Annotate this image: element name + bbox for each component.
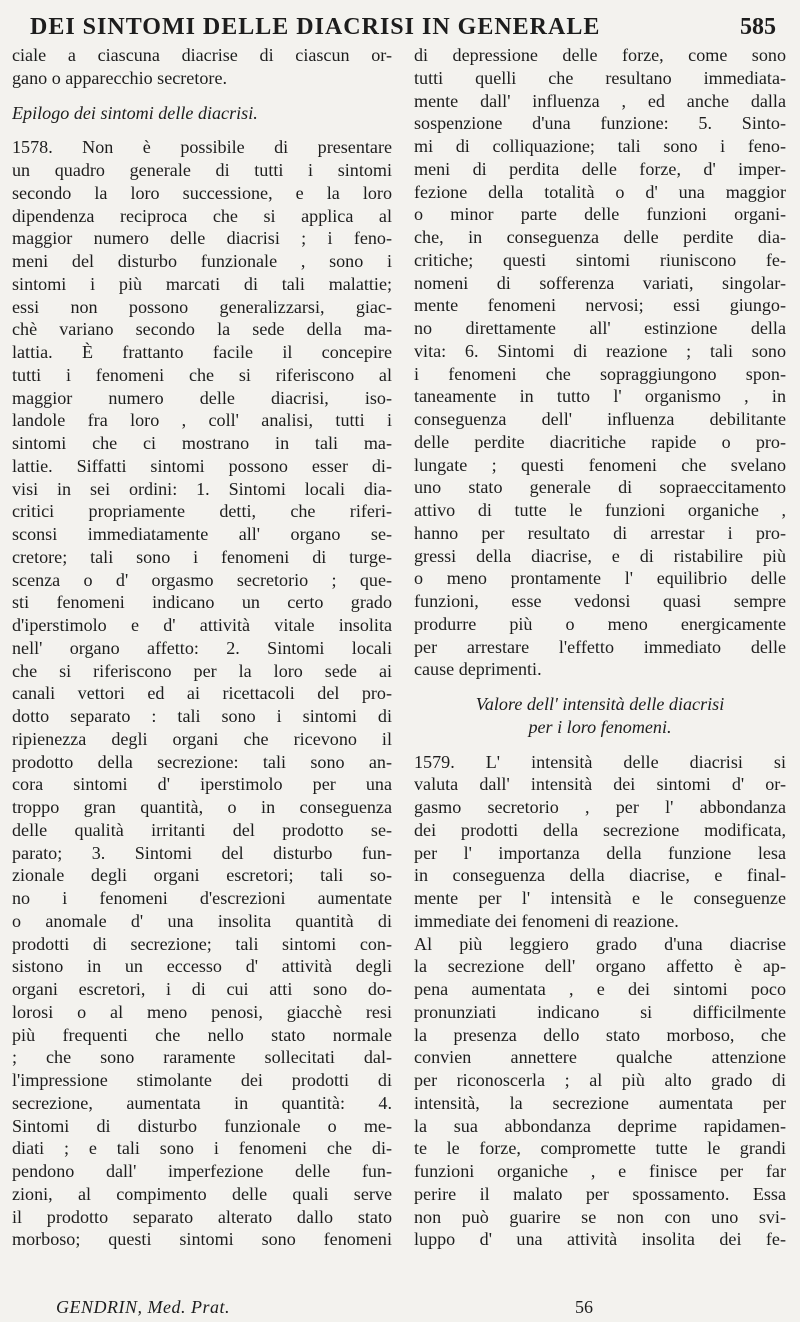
paragraph-gap — [12, 90, 392, 102]
text-line: i fenomeni che sopraggiungono spon- — [414, 363, 786, 384]
text-line: perire il malato per spossamento. Essa — [414, 1183, 786, 1204]
text-line: o minor parte delle funzioni organi- — [414, 204, 786, 225]
text-line: gasmo secretorio , per l' abbondanza — [414, 797, 786, 817]
text-line: dei prodotti della secrezione modificata, — [414, 819, 786, 840]
text-line: attivo di tutte le funzioni organiche , — [414, 500, 786, 520]
text-line: dipendenza reciproca che si applica al — [12, 205, 392, 226]
text-line: non può guarire se non con uno svi- — [414, 1206, 786, 1227]
page-number: 585 — [740, 14, 776, 40]
text-line: sti fenomeni indicano un certo grado — [12, 592, 392, 613]
text-line: funzioni organiche , e finisce per far — [414, 1161, 786, 1181]
text-line: meni del disturbo funzionale , sono i — [12, 251, 392, 271]
text-line: che, in conseguenza delle perdite dia- — [414, 227, 786, 247]
text-line: parato; 3. Sintomi del disturbo fun- — [12, 842, 392, 863]
text-line: te le forze, compromette tutte le grandi — [414, 1138, 786, 1159]
text-line: cora sintomi d' iperstimolo per una — [12, 774, 392, 795]
text-line: ripienezza degli organi che ricevono il — [12, 728, 392, 749]
text-line: d'iperstimolo e d' attività vitale insolita — [12, 615, 392, 635]
text-line: hanno per resultato di arrestar i pro- — [414, 522, 786, 543]
text-line: tutti i fenomeni che si riferiscono al — [12, 364, 392, 385]
text-line: produrre più o meno energicamente — [414, 613, 786, 634]
text-line: 1579. L' intensità delle diacrisi si — [414, 751, 786, 772]
text-line: lattia. È frattanto facile il concepire — [12, 342, 392, 362]
text-line: che si riferiscono per la loro sede ai — [12, 660, 392, 681]
text-line: canali vettori ed ai ricettacoli del pro- — [12, 683, 392, 704]
text-line: secondo la loro successione, e la loro — [12, 182, 392, 203]
text-line: gano o apparecchio secretore. — [12, 67, 227, 88]
text-line: mente per l' intensità e le conseguenze — [414, 888, 786, 908]
text-line: taneamente in tutto l' organismo , in — [414, 386, 786, 407]
text-line: scenza o d' orgasmo secretorio ; que- — [12, 569, 392, 590]
text-line: vita: 6. Sintomi di reazione ; tali sono — [414, 340, 786, 361]
text-line: no direttamente all' estinzione della — [414, 318, 786, 338]
text-line: Sintomi di disturbo funzionale o me- — [12, 1115, 392, 1136]
text-line: ; che sono raramente sollecitati dal- — [12, 1047, 392, 1068]
text-line: per arrestare l'effetto immediato delle — [414, 636, 786, 657]
text-line: sistono in un eccesso d' attività degli — [12, 956, 392, 977]
text-line: troppo gran quantità, o in conseguenza — [12, 797, 392, 817]
section-heading: Valore dell' intensità delle diacrisi — [475, 694, 725, 714]
text-line: sintomi i più marcati di tali malattie; — [12, 273, 392, 294]
text-line: morboso; questi sintomi sono fenomeni — [12, 1229, 392, 1250]
text-line: un quadro generale di tutti i sintomi — [12, 160, 392, 180]
text-line: maggior numero delle diacrisi ; i feno- — [12, 228, 392, 249]
text-line: o anomale d' una insolita quantità di — [12, 910, 392, 931]
text-line: cause deprimenti. — [414, 659, 542, 680]
text-line: il prodotto separato alterato dallo stato — [12, 1206, 392, 1227]
text-line: no i fenomeni d'escrezioni aumentate — [12, 888, 392, 908]
section-heading: Epilogo dei sintomi delle diacrisi. — [12, 102, 258, 123]
text-line: meni di perdita delle forze, d' imper- — [414, 158, 786, 179]
text-line: l'impressione stimolante dei prodotti di — [12, 1070, 392, 1090]
text-line: funzioni, esse vedonsi quasi sempre — [414, 591, 786, 611]
text-line: mente dall' influenza , ed anche dalla — [414, 90, 786, 111]
text-line: prodotto della secrezione: tali sono an- — [12, 751, 392, 772]
text-line: o meno prontamente l' equilibrio delle — [414, 568, 786, 589]
text-line: pronunziati indicano si difficilmente — [414, 1001, 786, 1022]
text-line: cretore; tali sono i fenomeni di turge- — [12, 546, 392, 567]
text-line: di depressione delle forze, come sono — [414, 45, 786, 65]
text-line: zionale degli organi escretori; tali so- — [12, 865, 392, 886]
text-line: più frequenti che nello stato normale — [12, 1024, 392, 1045]
text-line: zioni, al compimento delle quali serve — [12, 1183, 392, 1204]
text-line: lattie. Siffatti sintomi possono esser di- — [12, 455, 392, 476]
text-line: diati ; e tali sono i fenomeni che di- — [12, 1138, 392, 1159]
paragraph-gap — [414, 681, 786, 693]
text-line: la sua abbondanza deprime rapidamen- — [414, 1115, 786, 1136]
text-line: la secrezione dell' organo affetto è ap- — [414, 956, 786, 977]
text-line: Al più leggiero grado d'una diacrise — [414, 933, 786, 954]
running-title: DEI SINTOMI DELLE DIACRISI IN GENERALE — [30, 14, 601, 40]
text-line: delle perdite diacritiche rapide o pro- — [414, 431, 786, 452]
text-line: per riconoscerla ; al più alto grado di — [414, 1070, 786, 1090]
text-line: chè variano secondo la sede della ma- — [12, 319, 392, 340]
text-line: uno stato generale di sopraeccitamento — [414, 477, 786, 498]
right-column — [414, 44, 786, 1251]
text-line: mi di colliquazione; tali sono i feno- — [414, 136, 786, 156]
text-line: valuta dall' intensità dei sintomi d' or- — [414, 774, 786, 795]
text-line: critici propriamente detti, che riferi- — [12, 501, 392, 522]
text-line: critiche; questi sintomi riuniscono fe- — [414, 249, 786, 270]
text-line: essi non possono generalizzarsi, giac- — [12, 296, 392, 317]
text-line: pendono dall' imperfezione delle fun- — [12, 1161, 392, 1181]
text-line: per l' importanza della funzione lesa — [414, 842, 786, 863]
text-line: 1578. Non è possibile di presentare — [12, 137, 392, 158]
text-line: sconsi immediatamente all' organo se- — [12, 524, 392, 544]
text-line: pena aumentata , e dei sintomi poco — [414, 979, 786, 999]
paragraph-gap — [414, 739, 786, 751]
text-line: tutti quelli che resultano immediata- — [414, 67, 786, 88]
text-line: lorosi o al meno penosi, giacchè resi — [12, 1001, 392, 1022]
footer-signature: GENDRIN, Med. Prat. — [56, 1297, 230, 1317]
sheet-number: 56 — [575, 1297, 593, 1317]
section-heading: per i loro fenomeni. — [528, 716, 672, 737]
running-header — [0, 14, 800, 44]
text-line: visi in sei ordini: 1. Sintomi locali dia- — [12, 478, 392, 499]
text-line: secrezione, aumentata in quantità: 4. — [12, 1092, 392, 1113]
text-line: landole fra loro , coll' analisi, tutti i — [12, 410, 392, 431]
text-line: intensità, la secrezione aumentata per — [414, 1092, 786, 1113]
text-line: nomeni di sofferenza variati, singolar- — [414, 272, 786, 293]
text-line: mente fenomeni nervosi; essi giungo- — [414, 295, 786, 316]
paragraph-gap — [12, 124, 392, 136]
text-line: conseguenza dell' influenza debilitante — [414, 409, 786, 429]
text-line: luppo d' una attività insolita dei fe- — [414, 1229, 786, 1250]
text-line: gressi della diacrise, e di ristabilire più — [414, 545, 786, 566]
text-line: convien annettere qualche attenzione — [414, 1047, 786, 1068]
text-line: fezione della totalità o d' una maggior — [414, 181, 786, 202]
text-line: immediate dei fenomeni di reazione. — [414, 910, 679, 931]
text-line: ciale a ciascuna diacrise di ciascun or- — [12, 45, 392, 65]
text-line: sintomi che ci mostrano in tali ma- — [12, 433, 392, 453]
text-line: organi escretori, i di cui atti sono do- — [12, 979, 392, 999]
text-line: sospenzione d'una funzione: 5. Sinto- — [414, 113, 786, 134]
text-line: dotto separato : tali sono i sintomi di — [12, 706, 392, 726]
text-line: delle qualità irritanti del prodotto se- — [12, 819, 392, 840]
text-line: prodotti di secrezione; tali sintomi con- — [12, 933, 392, 954]
text-line: lungate ; questi fenomeni che svelano — [414, 454, 786, 475]
left-column — [12, 44, 392, 1251]
text-line: in conseguenza della diacrise, e final- — [414, 865, 786, 886]
text-line: maggior numero delle diacrisi, iso- — [12, 387, 392, 408]
text-line: la presenza dello stato morboso, che — [414, 1024, 786, 1045]
text-line: nell' organo affetto: 2. Sintomi locali — [12, 637, 392, 658]
